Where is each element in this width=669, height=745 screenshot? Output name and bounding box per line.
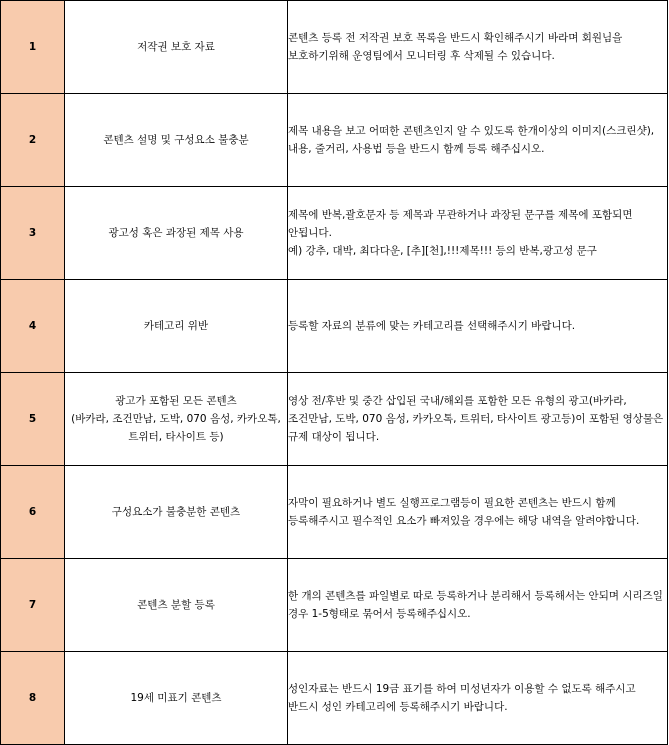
rule-description-text: 영상 전/후반 및 중간 삽입된 국내/해외를 포함한 모든 유형의 광고(바카라, 조건만남, 도박, 070 음성, 카카오톡, 트위터, 타사이트 광고등)이 포함된 영상물은 규제 대상이 됩니다. bbox=[288, 395, 664, 443]
table-row bbox=[1, 652, 668, 745]
rule-title-text: 19세 미표기 콘텐츠 bbox=[130, 692, 222, 704]
row-number: 4 bbox=[1, 280, 65, 373]
table-row bbox=[1, 466, 668, 559]
rule-title bbox=[65, 559, 288, 652]
rule-description bbox=[288, 373, 668, 466]
rule-title-subtext: (바카라, 조건만남, 도박, 070 음성, 카카오톡, 트위터, 타사이트 등) bbox=[71, 413, 281, 443]
rule-title bbox=[65, 94, 288, 187]
table-row bbox=[1, 1, 668, 94]
rule-description-text: 한 개의 콘텐츠를 파일별로 따로 등록하거나 분리해서 등록해서는 안되며 시리즈일 경우 1-5형태로 묶어서 등록해주십시오. bbox=[288, 590, 663, 620]
rule-title-text: 콘텐츠 설명 및 구성요소 불충분 bbox=[103, 134, 249, 146]
table-row bbox=[1, 280, 668, 373]
row-number: 5 bbox=[1, 373, 65, 466]
rule-description-text: 성인자료는 반드시 19금 표기를 하여 미성년자가 이용할 수 없도록 해주시고 반드시 성인 카테고리에 등록해주시기 바랍니다. bbox=[288, 683, 636, 713]
rule-title bbox=[65, 1, 288, 94]
rule-title-text: 저작권 보호 자료 bbox=[137, 41, 215, 53]
row-number: 2 bbox=[1, 94, 65, 187]
rule-description bbox=[288, 94, 668, 187]
rule-description-text: 제목에 반복,괄호문자 등 제목과 무관하거나 과장된 문구를 제목에 포함되면 안됩니다. bbox=[288, 209, 633, 239]
rule-title bbox=[65, 373, 288, 466]
table-row bbox=[1, 559, 668, 652]
row-number: 7 bbox=[1, 559, 65, 652]
rule-description bbox=[288, 466, 668, 559]
table-row bbox=[1, 187, 668, 280]
row-number: 3 bbox=[1, 187, 65, 280]
rule-example-text: 예) 강추, 대박, 최다다운, [추][천],!!!제목!!! 등의 반복,광고성 문구 bbox=[288, 245, 597, 257]
rule-title-text: 구성요소가 불충분한 콘텐츠 bbox=[111, 506, 241, 518]
rule-description bbox=[288, 280, 668, 373]
rule-description bbox=[288, 1, 668, 94]
rule-title bbox=[65, 652, 288, 745]
rule-description-text: 자막이 필요하거나 별도 실행프로그램등이 필요한 콘텐츠는 반드시 함께 등록해주시고 필수적인 요소가 빠져있을 경우에는 해당 내역을 알려야합니다. bbox=[288, 497, 640, 527]
rule-title-text: 광고성 혹은 과장된 제목 사용 bbox=[108, 227, 244, 239]
rule-title bbox=[65, 280, 288, 373]
rule-title-text: 콘텐츠 분할 등록 bbox=[137, 599, 215, 611]
table-row bbox=[1, 373, 668, 466]
row-number: 1 bbox=[1, 1, 65, 94]
row-number: 6 bbox=[1, 466, 65, 559]
rule-description bbox=[288, 559, 668, 652]
rule-title bbox=[65, 187, 288, 280]
rule-description bbox=[288, 652, 668, 745]
rule-title-text: 카테고리 위반 bbox=[143, 320, 209, 332]
table-row bbox=[1, 94, 668, 187]
rule-description-text: 등록할 자료의 분류에 맞는 카테고리를 선택해주시기 바랍니다. bbox=[288, 320, 576, 332]
rule-title-text: 광고가 포함된 모든 콘텐츠 bbox=[115, 395, 237, 407]
rule-description-text: 제목 내용을 보고 어떠한 콘텐츠인지 알 수 있도록 한개이상의 이미지(스크린샷), 내용, 줄거리, 사용법 등을 반드시 함께 등록 해주십시오. bbox=[288, 125, 655, 155]
row-number: 8 bbox=[1, 652, 65, 745]
rule-title bbox=[65, 466, 288, 559]
rule-description bbox=[288, 187, 668, 280]
rule-description-text: 콘텐츠 등록 전 저작권 보호 목록을 반드시 확인해주시기 바라며 회원님을 보호하기위해 운영팀에서 모니터링 후 삭제될 수 있습니다. bbox=[288, 32, 623, 62]
